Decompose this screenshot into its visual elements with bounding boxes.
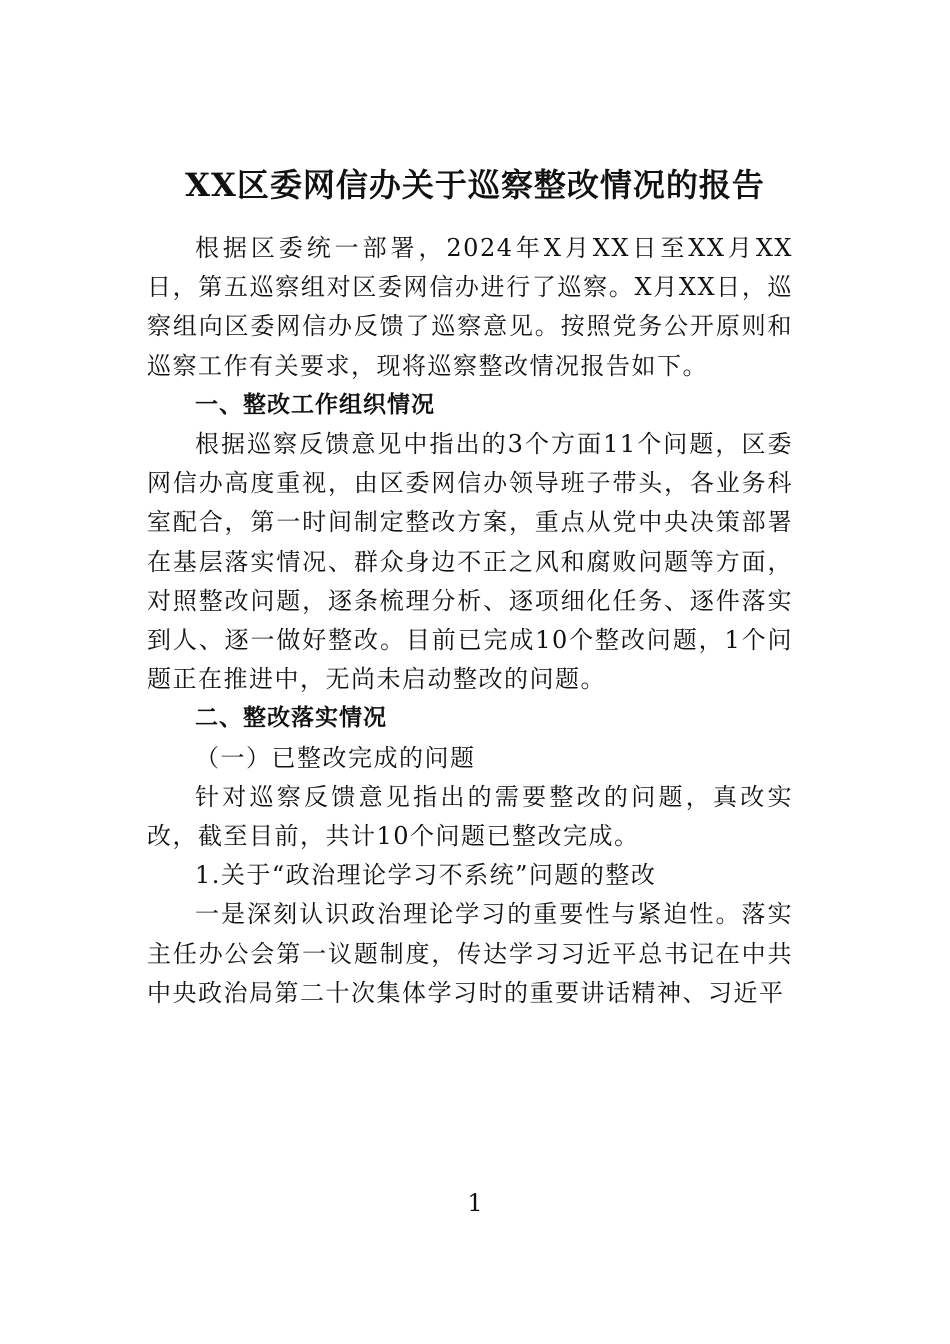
section-heading-1: 一、整改工作组织情况	[195, 391, 435, 418]
item-1-heading: 1.关于“政治理论学习不系统”问题的整改	[195, 861, 657, 890]
intro-paragraph: 根据区委统一部署，2024年X月XX日至XX月XX日，第五巡察组对区委网信办进行了巡察。X月XX日，巡察组向区委网信办反馈了巡察意见。按照党务公开原则和巡察工作有关要求，现将巡察整改情况报告如下。	[147, 234, 793, 380]
section-2-paragraph: 针对巡察反馈意见指出的需要整改的问题，真改实改，截至目前，共计10个问题已整改完成。	[147, 782, 793, 851]
section-1-paragraph: 根据巡察反馈意见中指出的3个方面11个问题，区委网信办高度重视，由区委网信办领导班子带头，各业务科室配合，第一时间制定整改方案，重点从党中央决策部署在基层落实情况、群众身边不正之风和腐败问题等方面，对照整改问题，逐条梳理分析、逐项细化任务、逐件落实到人、逐一做好整改。目前已完成10个整改问题，1个问题正在推进中，无尚未启动整改的问题。	[147, 430, 793, 694]
section-heading-2: 二、整改落实情况	[195, 705, 387, 732]
subheading-1: （一）已整改完成的问题	[195, 743, 476, 772]
document-body	[147, 229, 793, 1013]
page-number: 1	[467, 1189, 483, 1217]
document-title: XX区委网信办关于巡察整改情况的报告	[185, 166, 765, 204]
item-1-paragraph: 一是深刻认识政治理论学习的重要性与紧迫性。落实主任办公会第一议题制度，传达学习习近平总书记在中共中央政治局第二十次集体学习时的重要讲话精神、习近平	[147, 900, 793, 1007]
